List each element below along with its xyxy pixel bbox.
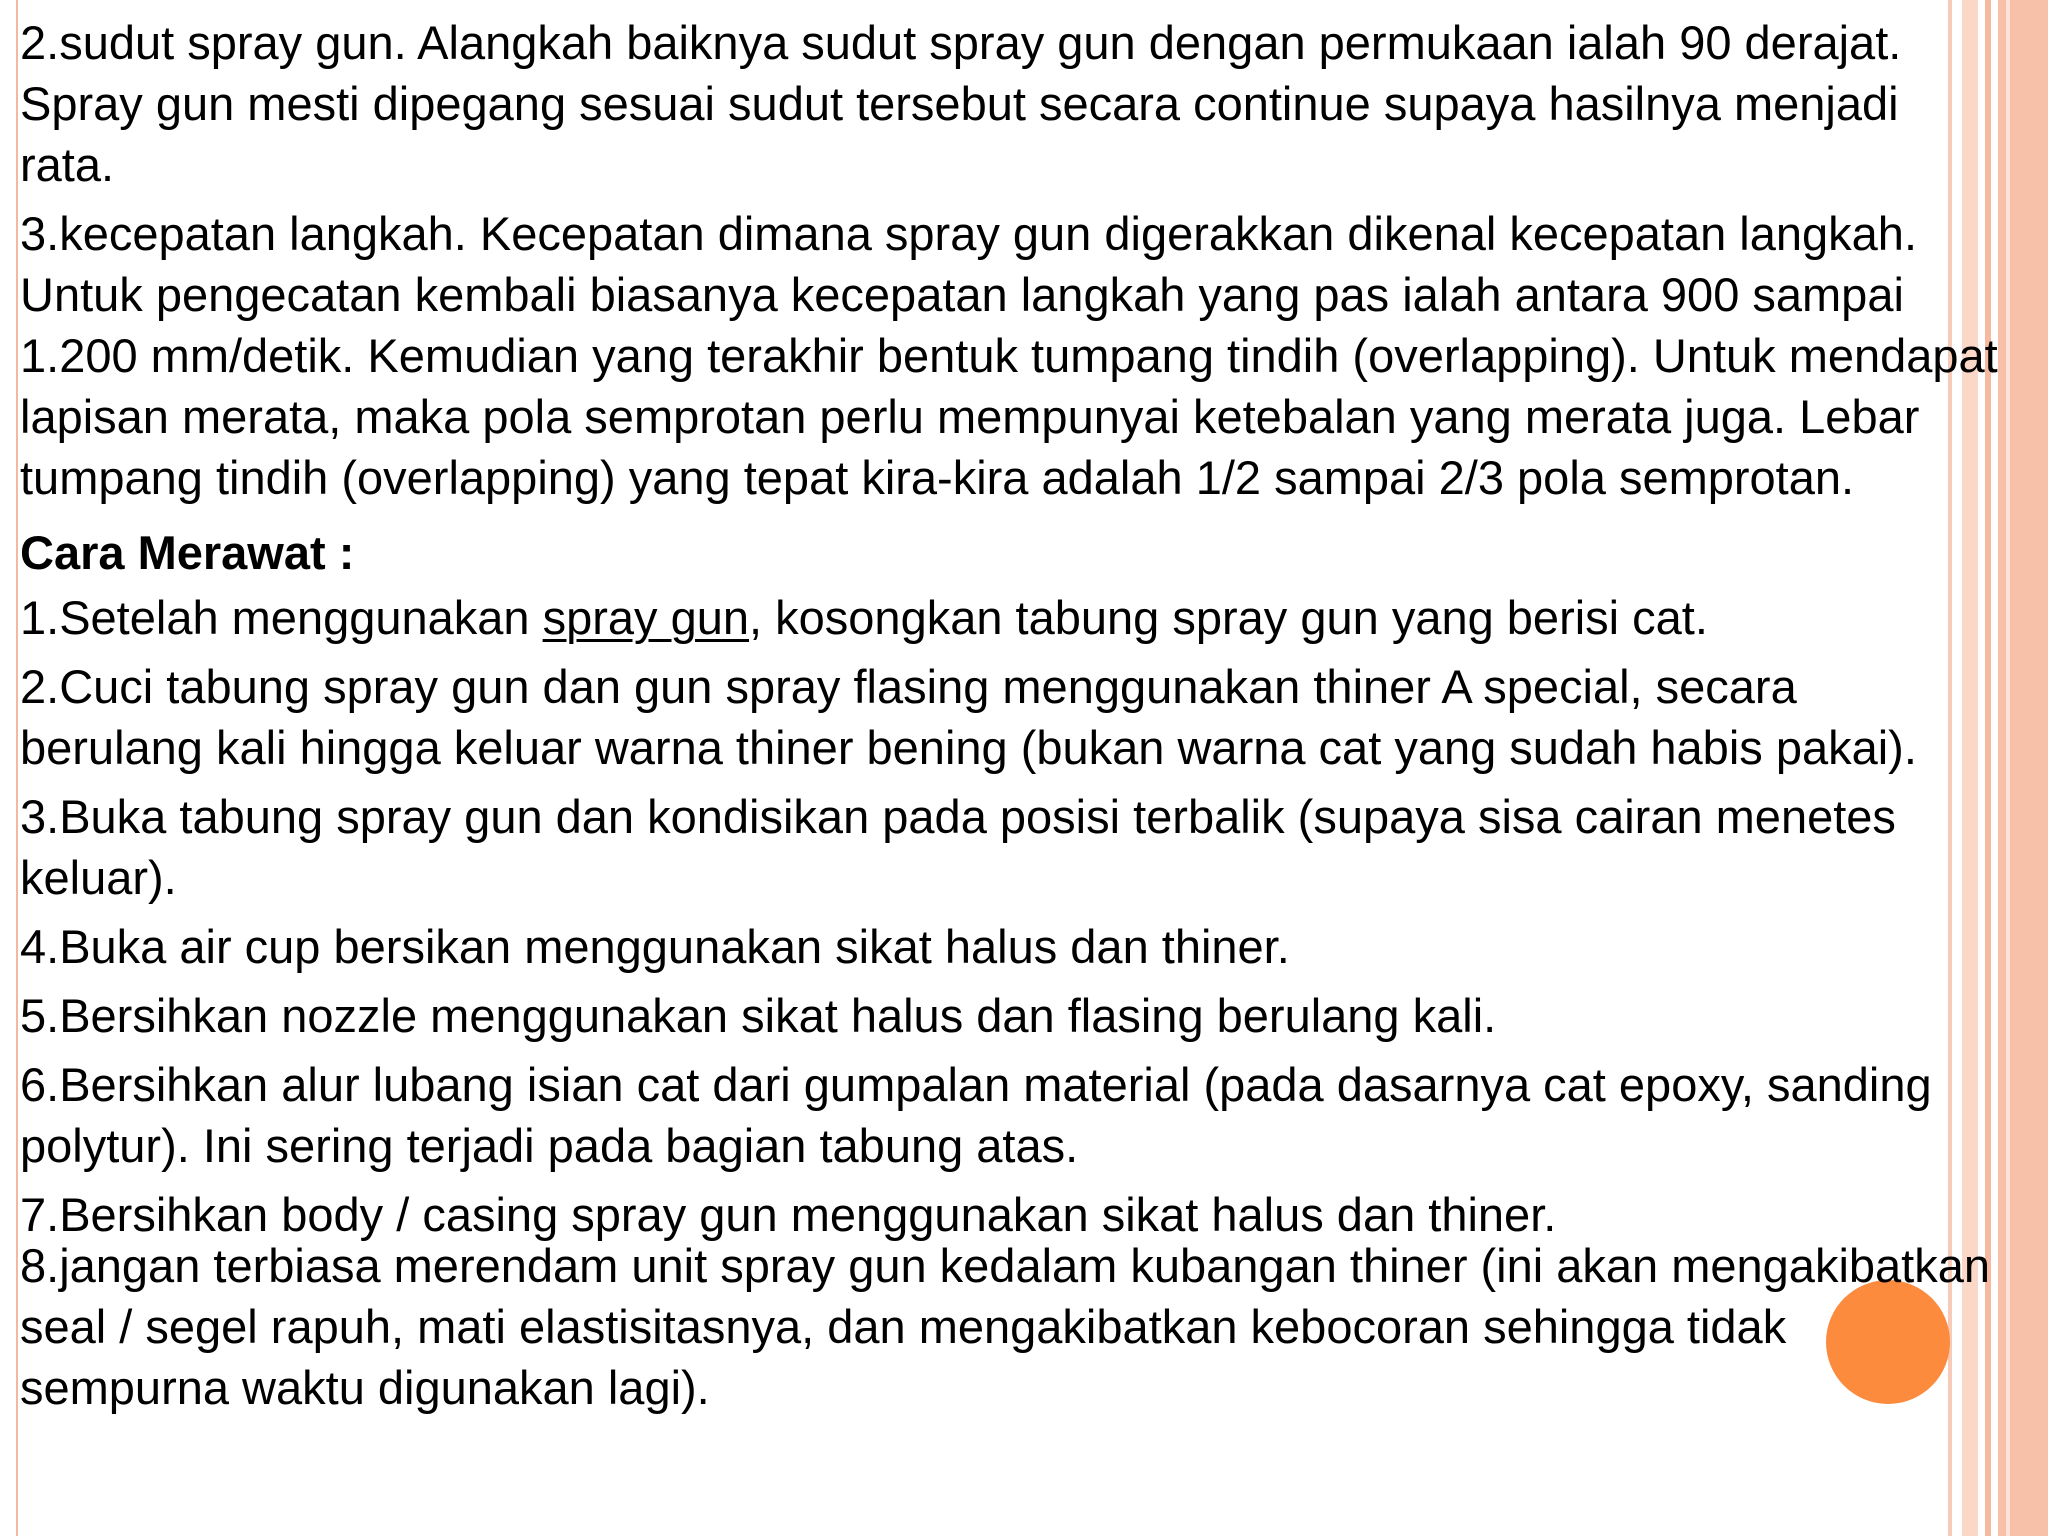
- care-item-6: 6.Bersihkan alur lubang isian cat dari gumpalan material (pada dasarnya cat epoxy, sanding polytur). Ini sering terjadi pada bagian tabung atas.: [20, 1058, 1932, 1172]
- care-item-1: [20, 587, 2010, 648]
- care-item-4: 4.Buka air cup bersikan menggunakan sikat halus dan thiner.: [20, 920, 1290, 973]
- paragraph-spray-angle: 2.sudut spray gun. Alangkah baiknya sudut spray gun dengan permukaan ialah 90 derajat. Spray gun mesti dipegang sesuai sudut tersebut secara continue supaya hasilnya menjadi rata.: [20, 16, 1902, 191]
- care-item-1-text-before: 1.Setelah menggunakan: [20, 591, 543, 644]
- care-item-1-text-after: , kosongkan tabung spray gun yang berisi cat.: [749, 591, 1708, 644]
- care-heading: Cara Merawat :: [20, 526, 355, 579]
- paragraph-stroke-speed: 3.kecepatan langkah. Kecepatan dimana spray gun digerakkan dikenal kecepatan langkah. Untuk pengecatan kembali biasanya kecepatan langkah yang pas ialah antara 900 sampai 1.200 mm/detik. Kemudian yang terakhir bentuk tumpang tindih (overlapping). Untuk mendapat lapisan merata, maka pola semprotan perlu mempunyai ketebalan yang merata juga. Lebar tumpang tindih (overlapping) yang tepat kira-kira adalah 1/2 sampai 2/3 pola semprotan.: [20, 207, 1998, 504]
- care-item-7: 7.Bersihkan body / casing spray gun menggunakan sikat halus dan thiner.: [20, 1188, 1557, 1241]
- spray-gun-link[interactable]: spray gun: [542, 591, 750, 644]
- care-item-5: 5.Bersihkan nozzle menggunakan sikat halus dan flasing berulang kali.: [20, 989, 1497, 1042]
- care-item-3: 3.Buka tabung spray gun dan kondisikan pada posisi terbalik (supaya sisa cairan menetes keluar).: [20, 790, 1896, 904]
- care-item-2: 2.Cuci tabung spray gun dan gun spray flasing menggunakan thiner A special, secara berulang kali hingga keluar warna thiner bening (bukan warna cat yang sudah habis pakai).: [20, 660, 1917, 774]
- care-item-8: 8.jangan terbiasa merendam unit spray gun kedalam kubangan thiner (ini akan mengakibatkan seal / segel rapuh, mati elastisitasnya, dan mengakibatkan kebocoran sehingga tidak sempurna waktu digunakan lagi).: [20, 1239, 1991, 1414]
- left-border-rule: [16, 0, 18, 1536]
- slide-body-text: [20, 12, 2010, 1418]
